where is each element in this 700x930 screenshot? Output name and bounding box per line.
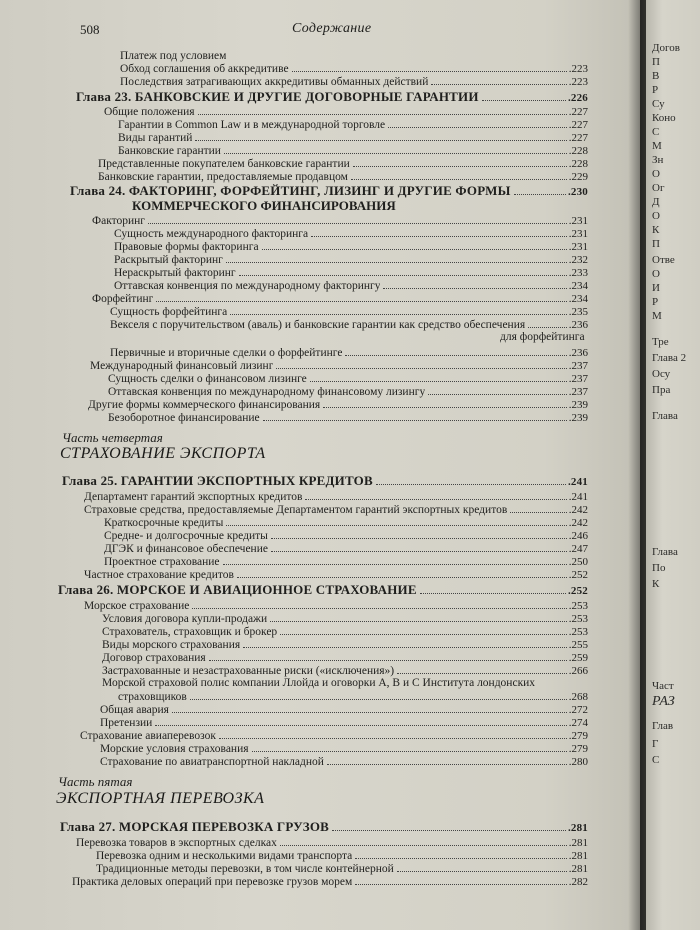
toc-entry-continuation: для форфейтинга (500, 331, 585, 343)
right-page-fragment: К (652, 224, 660, 236)
right-page-fragment: Коно (652, 112, 676, 124)
toc-entry[interactable]: Условия договора купли-продажи .253 (102, 613, 588, 625)
toc-entry[interactable]: Гарантии в Common Law и в международной торговле .227 (118, 119, 588, 131)
toc-entry[interactable]: Морской страховой полис компании Ллойда и оговорки А, В и С Института лондонских (102, 677, 536, 689)
toc-entry[interactable]: Перевозка одним и несколькими видами транспорта .281 (96, 850, 588, 862)
toc-entry[interactable]: Другие формы коммерческого финансирования .239 (88, 399, 588, 411)
toc-entry[interactable]: Перевозка товаров в экспортных сделках .281 (76, 837, 588, 849)
toc-entry[interactable]: Безоборотное финансирование .239 (108, 412, 588, 424)
right-page-fragment: Глав (652, 720, 674, 732)
toc-entry[interactable]: Сущность форфейтинга .235 (110, 306, 588, 318)
toc-entry[interactable]: Страховые средства, предоставляемые Департаментом гарантий экспортных кредитов .242 (84, 504, 588, 516)
toc-entry[interactable]: Банковские гарантии .228 (118, 145, 588, 157)
right-page-fragment: Отве (652, 254, 675, 266)
right-page-fragment: Глава 2 (652, 352, 687, 364)
right-page-fragment: О (652, 268, 660, 280)
right-page-fragment: По (652, 562, 666, 574)
toc-entry[interactable]: Оттавская конвенция по международному финансовому лизингу .237 (108, 386, 588, 398)
toc-entry[interactable]: Обход соглашения об аккредитиве .223 (120, 63, 588, 75)
right-page-fragment: Догов (652, 42, 680, 54)
toc-entry[interactable]: Средне- и долгосрочные кредиты .246 (104, 530, 588, 542)
toc-entry[interactable]: Претензии .274 (100, 717, 588, 729)
toc-entry[interactable]: Виды гарантий .227 (118, 132, 588, 144)
toc-entry[interactable]: Сущность международного факторинга .231 (114, 228, 588, 240)
toc-entry[interactable]: Общие положения .227 (104, 106, 588, 118)
right-page-fragment: К (652, 578, 660, 590)
toc-entry[interactable]: Застрахованные и незастрахованные риски («исключения») .266 (102, 665, 588, 677)
right-page-fragment: Осу (652, 368, 671, 380)
toc-entry[interactable]: Практика деловых операций при перевозке грузов морем .282 (72, 876, 588, 888)
toc-entry[interactable]: Векселя с поручительством (аваль) и банковские гарантии как средство обеспечения .236 (110, 319, 588, 331)
toc-entry[interactable]: Платеж под условием (120, 50, 227, 62)
right-page-fragment: Г (652, 738, 659, 750)
toc-entry[interactable]: Морские условия страхования .279 (100, 743, 588, 755)
part-4-label: Часть четвертая (62, 430, 163, 445)
toc-entry[interactable]: Правовые формы факторинга .231 (114, 241, 588, 253)
right-page-fragment: Част (652, 680, 674, 692)
toc-entry[interactable]: Оттавская конвенция по международному факторингу .234 (114, 280, 588, 292)
right-page-fragment: О (652, 210, 660, 222)
toc-entry[interactable]: Проектное страхование .250 (104, 556, 588, 568)
toc-entry[interactable]: Банковские гарантии, предоставляемые продавцом .229 (98, 171, 588, 183)
toc-entry[interactable]: Нераскрытый факторинг .233 (114, 267, 588, 279)
toc-entry[interactable]: Договор страхования .259 (102, 652, 588, 664)
toc-entry[interactable]: Департамент гарантий экспортных кредитов .241 (84, 491, 588, 503)
right-page-fragment: В (652, 70, 660, 82)
toc-entry[interactable]: Общая авария .272 (100, 704, 588, 716)
toc-entry[interactable]: Традиционные методы перевозки, в том числе контейнерной .281 (96, 863, 588, 875)
right-page-fragment: И (652, 282, 660, 294)
right-page-fragment: П (652, 56, 660, 68)
right-page-edge (646, 0, 700, 930)
toc-entry[interactable]: Международный финансовый лизинг .237 (90, 360, 588, 372)
right-page-fragment: С (652, 754, 660, 766)
right-page-fragment: Глава (652, 546, 678, 558)
right-page-fragment: Д (652, 196, 660, 208)
toc-entry[interactable]: Виды морского страхования .255 (102, 639, 588, 651)
toc-entry[interactable]: ДГЭК и финансовое обеспечение .247 (104, 543, 588, 555)
toc-entry[interactable]: Частное страхование кредитов .252 (84, 569, 588, 581)
right-page-fragment: П (652, 238, 660, 250)
toc-entry[interactable]: Последствия затрагивающих аккредитивы обманных действий .223 (120, 76, 588, 88)
toc-entry[interactable]: Страхователь, страховщик и брокер .253 (102, 626, 588, 638)
right-page-fragment: Р (652, 84, 659, 96)
book-gutter-shadow (628, 0, 648, 930)
part-5-title: ЭКСПОРТНАЯ ПЕРЕВОЗКА (56, 790, 265, 807)
toc-entry[interactable]: Сущность сделки о финансовом лизинге .237 (108, 373, 588, 385)
chapter-24-heading[interactable]: Глава 24. ФАКТОРИНГ, ФОРФЕЙТИНГ, ЛИЗИНГ И ДРУГИЕ ФОРМЫ .230 (70, 184, 588, 198)
right-page-fragment: М (652, 140, 662, 152)
toc-entry[interactable]: Страхование авиаперевозок .279 (80, 730, 588, 742)
right-page-fragment: Глава (652, 410, 678, 422)
page-header-title: Содержание (292, 21, 372, 36)
chapter-25-heading[interactable]: Глава 25. ГАРАНТИИ ЭКСПОРТНЫХ КРЕДИТОВ .241 (62, 474, 588, 488)
toc-entry[interactable]: Краткосрочные кредиты .242 (104, 517, 588, 529)
right-page-fragment: Р (652, 296, 659, 308)
toc-entry[interactable]: Представленные покупателем банковские гарантии .228 (98, 158, 588, 170)
chapter-27-heading[interactable]: Глава 27. МОРСКАЯ ПЕРЕВОЗКА ГРУЗОВ .281 (60, 820, 588, 834)
chapter-23-heading[interactable]: Глава 23. БАНКОВСКИЕ И ДРУГИЕ ДОГОВОРНЫЕ ГАРАНТИИ .226 (76, 90, 588, 104)
right-page-fragment: Тре (652, 336, 669, 348)
toc-entry[interactable]: Раскрытый факторинг .232 (114, 254, 588, 266)
chapter-24-heading-continuation: КОММЕРЧЕСКОГО ФИНАНСИРОВАНИЯ (132, 198, 396, 213)
right-page-fragment: Пра (652, 384, 671, 396)
toc-entry-continuation[interactable]: страховщиков .268 (118, 691, 588, 703)
right-page-fragment: Зн (652, 154, 664, 166)
right-page-fragment: Су (652, 98, 665, 110)
right-page-fragment: О (652, 168, 660, 180)
page-number: 508 (80, 22, 100, 37)
toc-entry[interactable]: Факторинг .231 (92, 215, 588, 227)
chapter-26-heading[interactable]: Глава 26. МОРСКОЕ И АВИАЦИОННОЕ СТРАХОВАНИЕ .252 (58, 583, 588, 597)
toc-entry[interactable]: Первичные и вторичные сделки о форфейтинге .236 (110, 347, 588, 359)
right-page-fragment: РАЗ (652, 694, 675, 709)
toc-entry[interactable]: Морское страхование .253 (84, 600, 588, 612)
part-4-title: СТРАХОВАНИЕ ЭКСПОРТА (60, 445, 266, 462)
toc-entry[interactable]: Страхование по авиатранспортной накладной .280 (100, 756, 588, 768)
right-page-fragment: М (652, 310, 662, 322)
right-page-fragment: С (652, 126, 660, 138)
part-5-label: Часть пятая (58, 774, 133, 789)
toc-entry[interactable]: Форфейтинг .234 (92, 293, 588, 305)
right-page-fragment: Ог (652, 182, 665, 194)
